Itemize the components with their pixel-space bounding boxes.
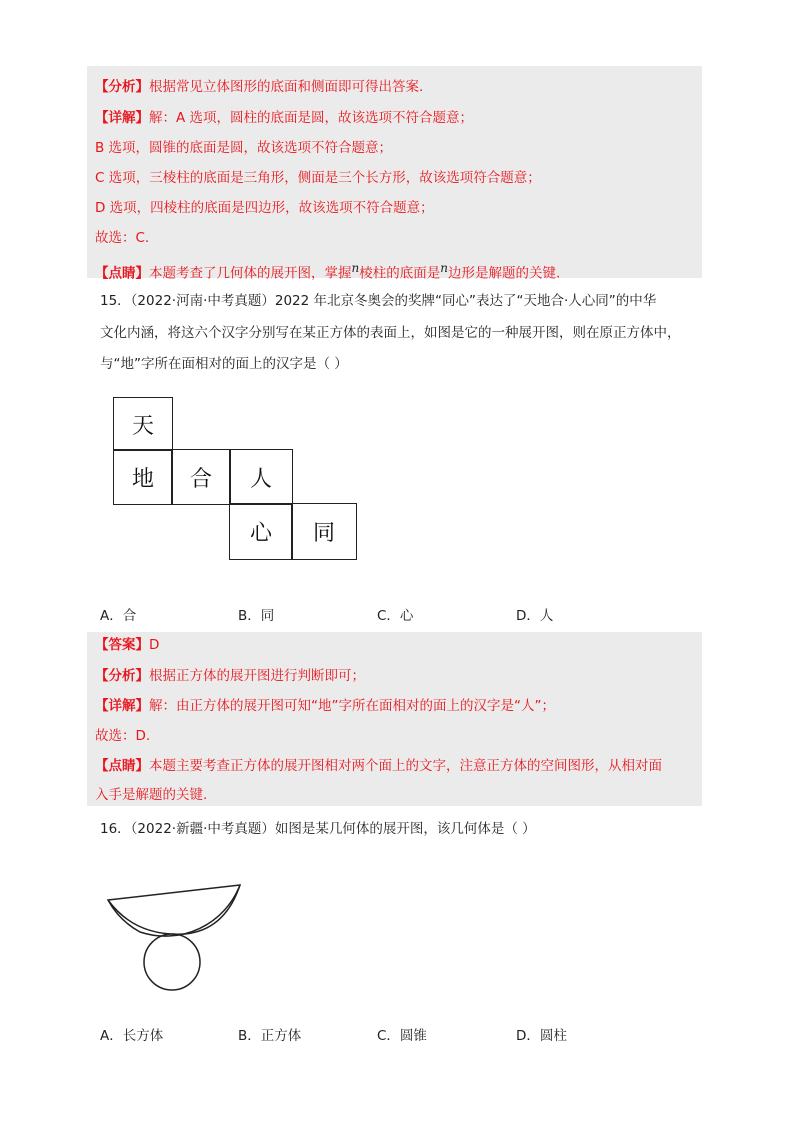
comment-text-a: 本题考查了几何体的展开图，掌握 xyxy=(149,265,352,282)
net-face-he: 合 xyxy=(171,449,231,505)
question-16-line-1: 16．（2022·新疆·中考真题）如图是某几何体的展开图，该几何体是（ ） xyxy=(100,821,536,837)
sector-shape xyxy=(108,885,240,936)
answer-line xyxy=(95,634,159,656)
analysis-tag: 【分析】 xyxy=(95,79,149,95)
detail-tag: 【详解】 xyxy=(95,110,149,126)
question-15-line-3: 与“地”字所在面相对的面上的汉字是（ ） xyxy=(100,356,348,372)
net-face-di: 地 xyxy=(113,449,173,505)
option-d[interactable]: D．人 xyxy=(516,608,554,624)
cone-net-figure xyxy=(100,852,260,992)
net-face-xin: 心 xyxy=(229,503,293,560)
detail-line-b: B 选项，圆锥的底面是圆，故该选项不符合题意； xyxy=(95,140,393,156)
analysis-text: 根据常见立体图形的底面和侧面即可得出答案. xyxy=(149,79,424,95)
option-b[interactable]: B．正方体 xyxy=(238,1028,302,1044)
detail-text: 解：A 选项，圆柱的底面是圆，故该选项不符合题意； xyxy=(149,110,474,126)
comment-line-2: 入手是解题的关键. xyxy=(95,787,208,803)
detail-line xyxy=(95,695,555,717)
analysis-tag: 【分析】 xyxy=(95,668,149,684)
detail-text: 解：由正方体的展开图可知“地”字所在面相对的面上的汉字是“人”； xyxy=(149,698,555,714)
option-b[interactable]: B．同 xyxy=(238,608,275,624)
variable-n: n xyxy=(351,261,360,275)
comment-tag: 【点睛】 xyxy=(95,265,149,282)
comment-tag: 【点睛】 xyxy=(95,758,149,774)
detail-line-c: C 选项，三棱柱的底面是三角形，侧面是三个长方形，故该选项符合题意； xyxy=(95,170,541,186)
analysis-line xyxy=(95,76,423,98)
net-face-tong: 同 xyxy=(291,503,357,560)
comment-text-1: 本题主要考查正方体的展开图相对两个面上的文字，注意正方体的空间图形，从相对面 xyxy=(149,758,662,774)
option-a[interactable]: A．长方体 xyxy=(100,1028,164,1044)
solution-block-15 xyxy=(87,632,702,806)
net-face-ren: 人 xyxy=(229,449,293,505)
variable-n: n xyxy=(440,261,448,275)
option-d[interactable]: D．圆柱 xyxy=(516,1028,567,1044)
detail-tag: 【详解】 xyxy=(95,698,149,714)
choose-line: 故选：D. xyxy=(95,728,151,744)
answer-tag: 【答案】 xyxy=(95,637,149,653)
option-a[interactable]: A．合 xyxy=(100,608,137,624)
choose-line: 故选：C. xyxy=(95,230,150,246)
option-c[interactable]: C．心 xyxy=(377,608,414,624)
analysis-text: 根据正方体的展开图进行判断即可； xyxy=(149,668,365,684)
comment-text-b: 棱柱的底面是 xyxy=(359,265,441,282)
question-15-line-2: 文化内涵，将这六个汉字分别写在某正方体的表面上，如图是它的一种展开图，则在原正方体中， xyxy=(100,325,681,341)
comment-line-1 xyxy=(95,755,662,777)
base-circle xyxy=(144,934,200,990)
analysis-line xyxy=(95,665,365,687)
comment-line xyxy=(95,257,560,285)
comment-text-c: 边形是解题的关键. xyxy=(447,265,561,282)
option-c[interactable]: C．圆锥 xyxy=(377,1028,427,1044)
detail-line-d: D 选项，四棱柱的底面是四边形，故该选项不符合题意； xyxy=(95,200,434,216)
solution-block-14 xyxy=(87,66,702,282)
detail-line xyxy=(95,107,473,129)
net-face-tian: 天 xyxy=(113,397,173,451)
answer-value: D xyxy=(149,637,160,653)
question-15-line-1: 15．（2022·河南·中考真题）2022 年北京冬奥会的奖牌“同心”表达了“天地合·人心同”的中华 xyxy=(100,293,657,309)
